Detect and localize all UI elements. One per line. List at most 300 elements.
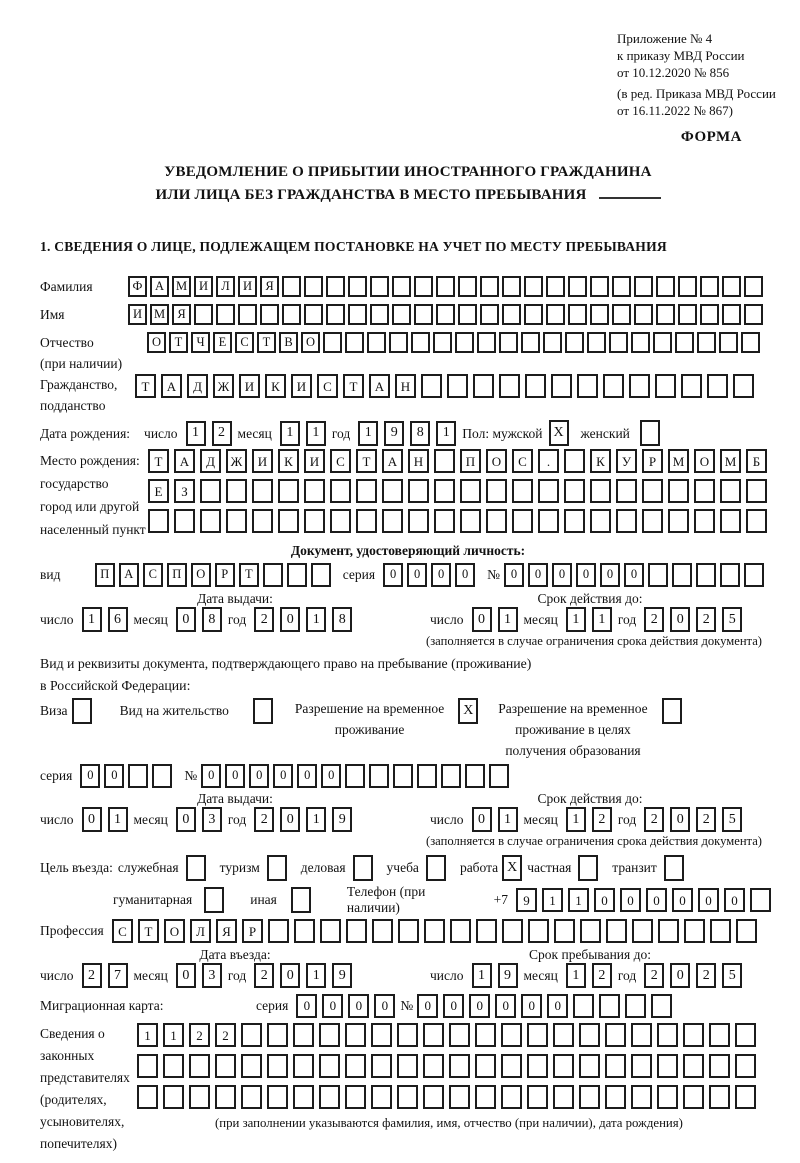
char-cell[interactable]: С [112, 919, 133, 943]
char-cell[interactable]: 2 [592, 963, 612, 988]
char-cell[interactable] [326, 304, 345, 325]
purpose-private-checkbox[interactable] [578, 855, 598, 881]
char-cell[interactable] [605, 1023, 626, 1047]
char-cell[interactable] [465, 764, 485, 788]
char-cell[interactable] [527, 1054, 548, 1078]
char-cell[interactable] [512, 509, 533, 533]
char-cell[interactable] [441, 764, 461, 788]
char-cell[interactable] [189, 1054, 210, 1078]
char-cell[interactable] [319, 1023, 340, 1047]
char-cell[interactable] [573, 994, 594, 1018]
char-cell[interactable] [480, 276, 499, 297]
char-cell[interactable] [408, 479, 429, 503]
char-cell[interactable]: 0 [495, 994, 516, 1018]
char-cell[interactable]: М [668, 449, 689, 473]
char-cell[interactable]: 0 [672, 888, 693, 912]
char-cell[interactable] [735, 1085, 756, 1109]
char-cell[interactable]: 0 [417, 994, 438, 1018]
char-cell[interactable]: Н [408, 449, 429, 473]
char-cell[interactable] [590, 276, 609, 297]
char-cell[interactable] [200, 509, 221, 533]
char-cell[interactable] [304, 479, 325, 503]
char-cell[interactable]: Я [260, 276, 279, 297]
char-cell[interactable]: X [502, 855, 522, 881]
char-cell[interactable]: 1 [186, 421, 206, 446]
identity-issued-year[interactable] [254, 607, 358, 632]
char-cell[interactable] [215, 1054, 236, 1078]
char-cell[interactable] [720, 509, 741, 533]
char-cell[interactable] [657, 1085, 678, 1109]
char-cell[interactable] [398, 919, 419, 943]
char-cell[interactable] [408, 509, 429, 533]
char-cell[interactable] [605, 1054, 626, 1078]
char-cell[interactable] [609, 332, 628, 353]
char-cell[interactable] [580, 919, 601, 943]
char-cell[interactable]: Т [148, 449, 169, 473]
char-cell[interactable]: 1 [358, 421, 378, 446]
char-cell[interactable] [722, 304, 741, 325]
char-cell[interactable] [499, 374, 520, 398]
char-cell[interactable] [741, 332, 760, 353]
char-cell[interactable]: 1 [436, 421, 456, 446]
char-cell[interactable]: 2 [644, 607, 664, 632]
char-cell[interactable] [356, 509, 377, 533]
char-cell[interactable]: 8 [410, 421, 430, 446]
char-cell[interactable] [450, 919, 471, 943]
residence-number-cells[interactable] [201, 764, 513, 788]
char-cell[interactable]: Ф [128, 276, 147, 297]
char-cell[interactable] [194, 304, 213, 325]
char-cell[interactable]: К [590, 449, 611, 473]
char-cell[interactable]: 9 [332, 807, 352, 832]
char-cell[interactable] [460, 479, 481, 503]
char-cell[interactable] [746, 479, 767, 503]
char-cell[interactable] [568, 304, 587, 325]
char-cell[interactable] [200, 479, 221, 503]
char-cell[interactable] [455, 332, 474, 353]
char-cell[interactable] [603, 374, 624, 398]
char-cell[interactable]: 1 [542, 888, 563, 912]
char-cell[interactable] [590, 479, 611, 503]
char-cell[interactable] [521, 332, 540, 353]
char-cell[interactable]: 9 [332, 963, 352, 988]
char-cell[interactable]: 3 [202, 963, 222, 988]
char-cell[interactable] [215, 1085, 236, 1109]
migration-number-cells[interactable] [417, 994, 677, 1018]
char-cell[interactable] [449, 1085, 470, 1109]
char-cell[interactable]: 1 [498, 807, 518, 832]
char-cell[interactable] [267, 1054, 288, 1078]
char-cell[interactable]: И [194, 276, 213, 297]
char-cell[interactable] [434, 479, 455, 503]
char-cell[interactable]: 1 [108, 807, 128, 832]
char-cell[interactable] [137, 1054, 158, 1078]
char-cell[interactable]: К [265, 374, 286, 398]
char-cell[interactable] [382, 479, 403, 503]
char-cell[interactable]: И [291, 374, 312, 398]
char-cell[interactable]: 0 [670, 607, 690, 632]
char-cell[interactable] [744, 304, 763, 325]
char-cell[interactable]: 8 [332, 607, 352, 632]
char-cell[interactable]: 0 [469, 994, 490, 1018]
char-cell[interactable] [423, 1023, 444, 1047]
char-cell[interactable] [238, 304, 257, 325]
char-cell[interactable]: 0 [670, 963, 690, 988]
char-cell[interactable] [657, 1023, 678, 1047]
char-cell[interactable]: Р [242, 919, 263, 943]
char-cell[interactable] [371, 1085, 392, 1109]
char-cell[interactable]: 0 [80, 764, 100, 788]
char-cell[interactable]: Т [138, 919, 159, 943]
sex-male-checkbox[interactable] [549, 420, 569, 446]
char-cell[interactable]: 7 [108, 963, 128, 988]
char-cell[interactable]: Е [213, 332, 232, 353]
char-cell[interactable] [590, 509, 611, 533]
residence-series-cells[interactable] [80, 764, 176, 788]
char-cell[interactable]: В [279, 332, 298, 353]
char-cell[interactable] [744, 276, 763, 297]
char-cell[interactable] [657, 1054, 678, 1078]
char-cell[interactable] [683, 1054, 704, 1078]
char-cell[interactable] [282, 276, 301, 297]
birthdate-day-cells[interactable] [186, 421, 238, 446]
char-cell[interactable] [148, 509, 169, 533]
char-cell[interactable] [304, 509, 325, 533]
char-cell[interactable]: Т [239, 563, 259, 587]
char-cell[interactable]: И [304, 449, 325, 473]
char-cell[interactable] [684, 919, 705, 943]
char-cell[interactable]: 2 [254, 607, 274, 632]
char-cell[interactable] [421, 374, 442, 398]
phone-cells[interactable] [516, 888, 776, 912]
char-cell[interactable]: 0 [472, 607, 492, 632]
residence-valid-day[interactable] [472, 807, 524, 832]
char-cell[interactable] [631, 332, 650, 353]
char-cell[interactable] [216, 304, 235, 325]
patronymic-cells[interactable] [147, 332, 763, 353]
char-cell[interactable] [579, 1054, 600, 1078]
char-cell[interactable] [436, 276, 455, 297]
char-cell[interactable]: Т [257, 332, 276, 353]
char-cell[interactable]: 0 [176, 963, 196, 988]
char-cell[interactable] [486, 509, 507, 533]
char-cell[interactable]: 0 [552, 563, 572, 587]
char-cell[interactable]: Н [395, 374, 416, 398]
char-cell[interactable]: 0 [374, 994, 395, 1018]
char-cell[interactable] [204, 887, 224, 913]
char-cell[interactable] [72, 698, 92, 724]
char-cell[interactable]: Т [135, 374, 156, 398]
residence-permit-checkbox[interactable] [253, 698, 273, 724]
char-cell[interactable] [397, 1085, 418, 1109]
char-cell[interactable]: 0 [624, 563, 644, 587]
char-cell[interactable] [681, 374, 702, 398]
char-cell[interactable] [480, 304, 499, 325]
char-cell[interactable]: 2 [212, 421, 232, 446]
char-cell[interactable]: Д [200, 449, 221, 473]
char-cell[interactable]: О [164, 919, 185, 943]
char-cell[interactable]: Б [746, 449, 767, 473]
birthplace-row2-cells[interactable] [148, 479, 772, 503]
residence-valid-year[interactable] [644, 807, 748, 832]
char-cell[interactable] [501, 1023, 522, 1047]
char-cell[interactable] [267, 1023, 288, 1047]
char-cell[interactable]: 1 [306, 963, 326, 988]
char-cell[interactable]: 0 [521, 994, 542, 1018]
purpose-transit-checkbox[interactable] [664, 855, 684, 881]
char-cell[interactable]: 1 [592, 607, 612, 632]
char-cell[interactable]: Л [190, 919, 211, 943]
char-cell[interactable]: 0 [528, 563, 548, 587]
char-cell[interactable]: А [369, 374, 390, 398]
char-cell[interactable] [658, 919, 679, 943]
char-cell[interactable]: 0 [280, 607, 300, 632]
char-cell[interactable] [163, 1085, 184, 1109]
char-cell[interactable] [577, 374, 598, 398]
char-cell[interactable]: 0 [225, 764, 245, 788]
char-cell[interactable] [631, 1054, 652, 1078]
purpose-official-checkbox[interactable] [186, 855, 206, 881]
char-cell[interactable] [348, 276, 367, 297]
char-cell[interactable] [736, 919, 757, 943]
char-cell[interactable] [293, 1085, 314, 1109]
char-cell[interactable] [612, 304, 631, 325]
char-cell[interactable] [744, 563, 764, 587]
char-cell[interactable] [707, 374, 728, 398]
char-cell[interactable] [546, 304, 565, 325]
char-cell[interactable] [152, 764, 172, 788]
char-cell[interactable] [330, 509, 351, 533]
char-cell[interactable]: 0 [348, 994, 369, 1018]
char-cell[interactable] [662, 698, 682, 724]
char-cell[interactable] [397, 1054, 418, 1078]
char-cell[interactable] [369, 764, 389, 788]
char-cell[interactable] [330, 479, 351, 503]
birthplace-row3-cells[interactable] [148, 509, 772, 533]
char-cell[interactable] [524, 276, 543, 297]
char-cell[interactable]: 2 [696, 963, 716, 988]
char-cell[interactable] [696, 563, 716, 587]
char-cell[interactable] [345, 1023, 366, 1047]
char-cell[interactable] [616, 479, 637, 503]
identity-valid-day[interactable] [472, 607, 524, 632]
char-cell[interactable]: 0 [297, 764, 317, 788]
sex-female-checkbox[interactable] [640, 420, 660, 446]
surname-cells[interactable] [128, 276, 766, 297]
char-cell[interactable] [291, 887, 311, 913]
char-cell[interactable]: А [119, 563, 139, 587]
entry-year[interactable] [254, 963, 358, 988]
identity-series-cells[interactable] [383, 563, 479, 587]
char-cell[interactable] [370, 276, 389, 297]
char-cell[interactable] [722, 276, 741, 297]
char-cell[interactable]: 0 [455, 563, 475, 587]
char-cell[interactable] [476, 919, 497, 943]
char-cell[interactable]: 1 [163, 1023, 184, 1047]
char-cell[interactable]: 9 [516, 888, 537, 912]
char-cell[interactable] [411, 332, 430, 353]
char-cell[interactable] [241, 1054, 262, 1078]
char-cell[interactable]: У [616, 449, 637, 473]
residence-valid-month[interactable] [566, 807, 618, 832]
char-cell[interactable] [241, 1023, 262, 1047]
char-cell[interactable] [746, 509, 767, 533]
char-cell[interactable]: П [460, 449, 481, 473]
purpose-tourism-checkbox[interactable] [267, 855, 287, 881]
char-cell[interactable]: 0 [407, 563, 427, 587]
visa-checkbox[interactable] [72, 698, 92, 724]
char-cell[interactable] [370, 304, 389, 325]
stay-year[interactable] [644, 963, 748, 988]
char-cell[interactable] [750, 888, 771, 912]
char-cell[interactable] [486, 479, 507, 503]
purpose-business-checkbox[interactable] [353, 855, 373, 881]
char-cell[interactable]: Р [215, 563, 235, 587]
temp-permit-checkbox[interactable] [458, 698, 478, 724]
char-cell[interactable] [137, 1085, 158, 1109]
char-cell[interactable]: 0 [594, 888, 615, 912]
char-cell[interactable]: С [143, 563, 163, 587]
char-cell[interactable] [423, 1054, 444, 1078]
char-cell[interactable] [678, 304, 697, 325]
char-cell[interactable] [642, 509, 663, 533]
char-cell[interactable] [345, 332, 364, 353]
char-cell[interactable] [371, 1054, 392, 1078]
char-cell[interactable]: 5 [722, 807, 742, 832]
char-cell[interactable] [502, 919, 523, 943]
char-cell[interactable]: 1 [306, 807, 326, 832]
char-cell[interactable]: 1 [566, 607, 586, 632]
char-cell[interactable] [434, 449, 455, 473]
char-cell[interactable]: 5 [722, 963, 742, 988]
char-cell[interactable] [631, 1023, 652, 1047]
char-cell[interactable] [632, 919, 653, 943]
char-cell[interactable] [720, 563, 740, 587]
char-cell[interactable] [278, 479, 299, 503]
char-cell[interactable] [458, 276, 477, 297]
char-cell[interactable] [449, 1023, 470, 1047]
char-cell[interactable]: И [238, 276, 257, 297]
char-cell[interactable]: А [161, 374, 182, 398]
birthplace-row1-cells[interactable] [148, 449, 772, 473]
char-cell[interactable] [293, 1054, 314, 1078]
purpose-other-checkbox[interactable] [291, 887, 311, 913]
char-cell[interactable] [546, 276, 565, 297]
char-cell[interactable] [631, 1085, 652, 1109]
char-cell[interactable] [502, 304, 521, 325]
char-cell[interactable]: О [694, 449, 715, 473]
char-cell[interactable]: 2 [644, 807, 664, 832]
char-cell[interactable] [655, 374, 676, 398]
char-cell[interactable]: С [330, 449, 351, 473]
char-cell[interactable] [640, 420, 660, 446]
char-cell[interactable]: П [95, 563, 115, 587]
char-cell[interactable]: 0 [620, 888, 641, 912]
char-cell[interactable] [356, 479, 377, 503]
char-cell[interactable]: 1 [566, 963, 586, 988]
char-cell[interactable] [348, 304, 367, 325]
char-cell[interactable]: 1 [568, 888, 589, 912]
char-cell[interactable] [397, 1023, 418, 1047]
char-cell[interactable] [477, 332, 496, 353]
char-cell[interactable] [501, 1085, 522, 1109]
char-cell[interactable]: Т [343, 374, 364, 398]
representatives-row2-cells[interactable] [137, 1054, 761, 1078]
char-cell[interactable] [543, 332, 562, 353]
char-cell[interactable]: М [150, 304, 169, 325]
char-cell[interactable]: 0 [176, 807, 196, 832]
char-cell[interactable]: З [174, 479, 195, 503]
char-cell[interactable] [564, 479, 585, 503]
char-cell[interactable] [475, 1023, 496, 1047]
char-cell[interactable] [719, 332, 738, 353]
char-cell[interactable]: 0 [82, 807, 102, 832]
char-cell[interactable] [389, 332, 408, 353]
char-cell[interactable]: . [538, 449, 559, 473]
char-cell[interactable] [426, 855, 446, 881]
char-cell[interactable] [683, 1085, 704, 1109]
char-cell[interactable] [304, 276, 323, 297]
char-cell[interactable] [694, 509, 715, 533]
char-cell[interactable]: 0 [322, 994, 343, 1018]
char-cell[interactable]: Т [356, 449, 377, 473]
char-cell[interactable] [568, 276, 587, 297]
char-cell[interactable] [475, 1085, 496, 1109]
char-cell[interactable] [564, 449, 585, 473]
char-cell[interactable] [268, 919, 289, 943]
char-cell[interactable] [700, 276, 719, 297]
char-cell[interactable] [590, 304, 609, 325]
char-cell[interactable] [252, 509, 273, 533]
char-cell[interactable]: Ч [191, 332, 210, 353]
char-cell[interactable]: Р [642, 449, 663, 473]
char-cell[interactable] [606, 919, 627, 943]
char-cell[interactable] [735, 1023, 756, 1047]
char-cell[interactable] [294, 919, 315, 943]
char-cell[interactable]: 3 [202, 807, 222, 832]
char-cell[interactable] [287, 563, 307, 587]
char-cell[interactable] [694, 479, 715, 503]
char-cell[interactable] [527, 1023, 548, 1047]
char-cell[interactable] [319, 1054, 340, 1078]
char-cell[interactable]: С [317, 374, 338, 398]
char-cell[interactable]: Ж [213, 374, 234, 398]
char-cell[interactable] [382, 509, 403, 533]
char-cell[interactable] [554, 919, 575, 943]
char-cell[interactable] [668, 509, 689, 533]
char-cell[interactable] [634, 304, 653, 325]
char-cell[interactable]: 0 [104, 764, 124, 788]
char-cell[interactable]: 0 [576, 563, 596, 587]
char-cell[interactable]: 0 [296, 994, 317, 1018]
char-cell[interactable] [605, 1085, 626, 1109]
char-cell[interactable] [489, 764, 509, 788]
char-cell[interactable] [424, 919, 445, 943]
char-cell[interactable]: 0 [176, 607, 196, 632]
char-cell[interactable]: 9 [498, 963, 518, 988]
char-cell[interactable]: X [549, 420, 569, 446]
char-cell[interactable] [267, 855, 287, 881]
char-cell[interactable] [675, 332, 694, 353]
char-cell[interactable] [551, 374, 572, 398]
char-cell[interactable]: 0 [547, 994, 568, 1018]
citizenship-cells[interactable] [135, 374, 759, 398]
char-cell[interactable]: М [172, 276, 191, 297]
char-cell[interactable] [436, 304, 455, 325]
char-cell[interactable] [697, 332, 716, 353]
edu-permit-checkbox[interactable] [662, 698, 682, 724]
char-cell[interactable] [372, 919, 393, 943]
